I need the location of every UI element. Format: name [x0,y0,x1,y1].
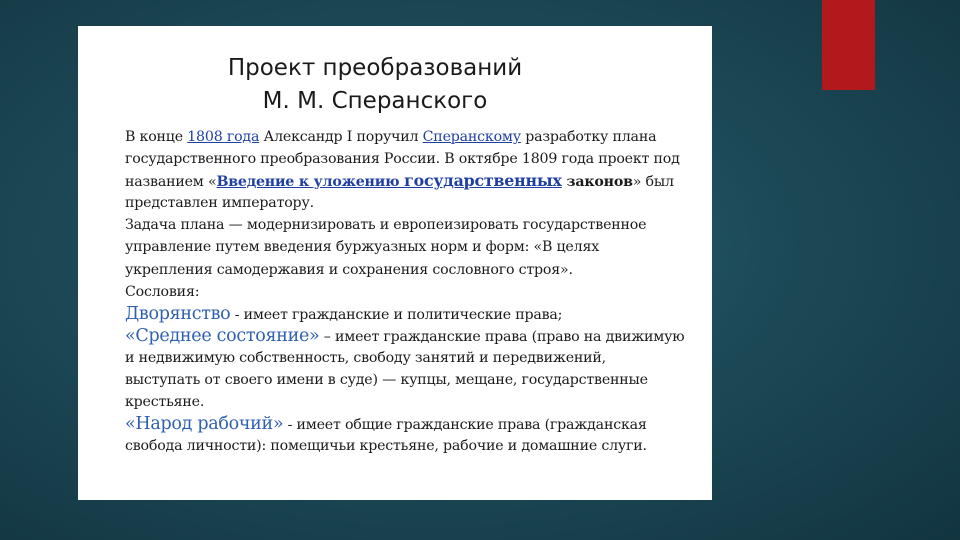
text-line: укрепления самодержавия и сохранения сословного строя». [125,261,573,278]
estate-name-middle: «Среднее состояние» [125,325,320,346]
red-accent-bar [822,0,875,90]
text-fragment: В конце [125,129,188,145]
slide-title [78,52,712,118]
text-fragment: законов [561,174,633,191]
text-line: выступать от своего имени в суде) — купцы, мещане, государственные [125,372,648,389]
text-line [125,126,705,148]
link-fragment: Введение к уложению [216,174,405,191]
link-introduction[interactable] [216,171,562,191]
text-fragment: Александр I поручил [259,129,423,145]
estate-name-nobility: Дворянство [125,303,231,324]
text-fragment: названием « [125,174,217,191]
text-fragment: - имеет гражданские и политические права; [230,306,563,323]
text-line: управление путем введения буржуазных норм и форм: «В целях [125,239,599,256]
text-fragment: » был [632,174,674,191]
title-line-2: М. М. Сперанского [262,88,488,114]
slide-body [125,126,705,457]
text-line: государственного преобразования России. В октябре 1809 года проект под [125,151,680,168]
estate-line [125,413,705,435]
estate-name-working: «Народ рабочий» [125,414,284,435]
estate-line [125,325,705,347]
link-fragment: государственных [404,171,562,191]
text-line: Задача плана — модернизировать и европеизировать государственное [125,217,647,234]
text-line: крестьяне. [125,394,205,411]
title-line-1: Проект преобразований [227,55,523,81]
text-line [125,170,705,192]
text-fragment: - имеет общие гражданские права (гражданская [283,417,647,434]
text-line: представлен императору. [125,195,314,212]
estates-heading: Сословия: [125,283,200,300]
estate-line [125,303,705,325]
link-1808[interactable]: 1808 года [187,129,260,145]
text-line: свобода личности): помещичьи крестьяне, рабочие и домашние слуги. [125,438,647,455]
link-speransky[interactable]: Сперанскому [422,129,521,145]
text-fragment: – имеет гражданские права (право на движимую [319,328,685,345]
slide-content-card [78,26,712,500]
text-fragment: разработку плана [520,129,657,145]
text-line: и недвижимую собственность, свободу занятий и передвижений, [125,349,606,366]
